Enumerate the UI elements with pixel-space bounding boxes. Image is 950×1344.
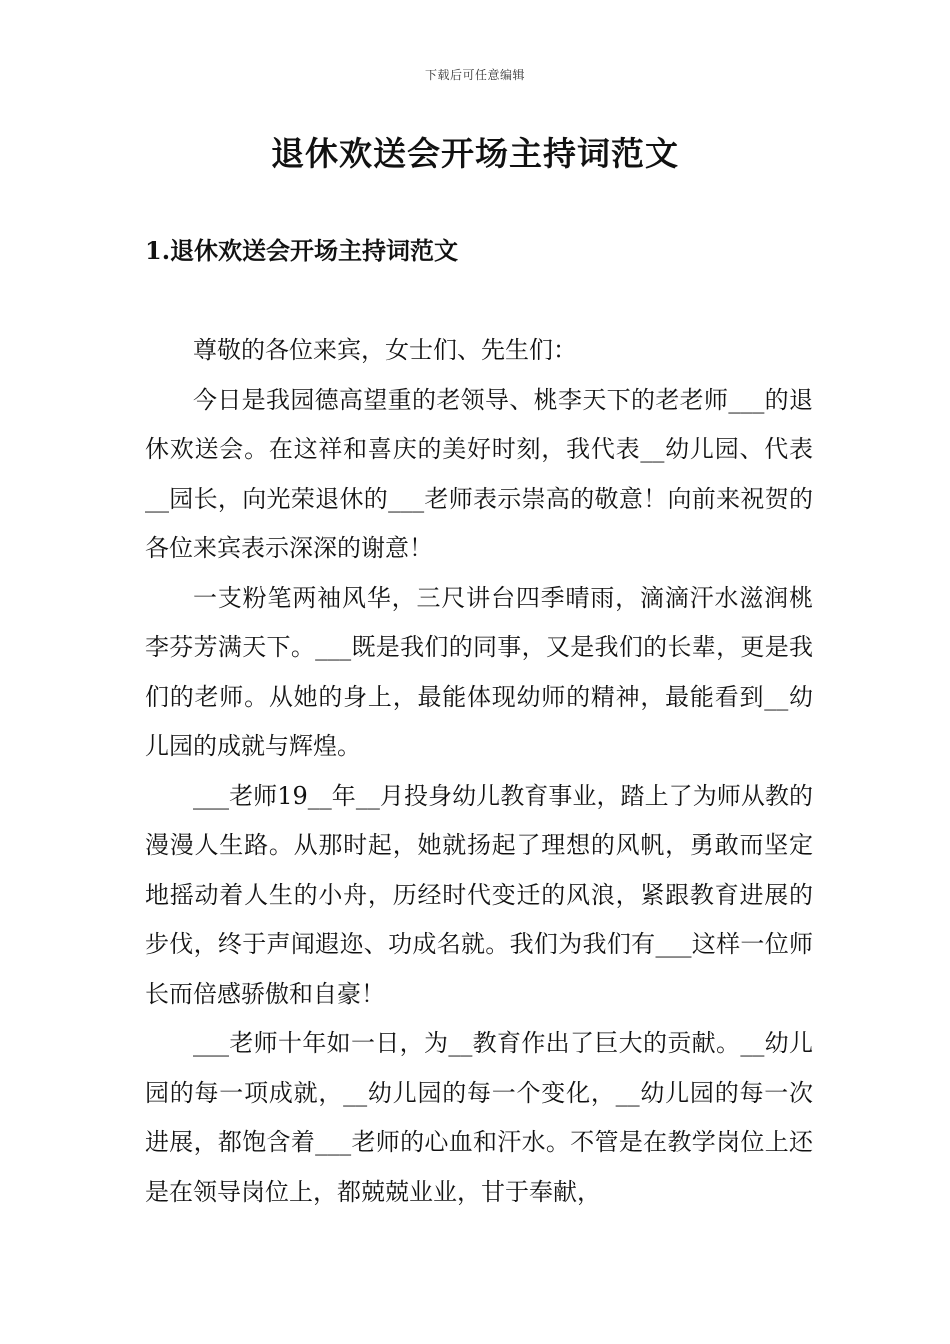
paragraph-tribute: 一支粉笔两袖风华，三尺讲台四季晴雨，滴滴汗水滋润桃李芬芳满天下。___既是我们的同事，又是我们的长辈，更是我们的老师。从她的身上，最能体现幼师的精神，最能看到__幼儿园的成就与辉煌。 [145,583,813,760]
paragraph-contribution: ___老师十年如一日，为__教育作出了巨大的贡献。__幼儿园的每一项成就，__幼儿园的每一个变化，__幼儿园的每一次进展，都饱含着___老师的心血和汗水。不管是在教学岗位上还是在领导岗位上，都兢兢业业，甘于奉献， [145,1029,813,1206]
document-title: 退休欢送会开场主持词范文 [271,134,679,173]
section-heading: 1.退休欢送会开场主持词范文 [145,236,459,265]
document-body [145,326,813,1217]
paragraph-career: ___老师19__年__月投身幼儿教育事业，踏上了为师从教的漫漫人生路。从那时起，她就扬起了理想的风帆，勇敢而坚定地摇动着人生的小舟，历经时代变迁的风浪，紧跟教育进展的步伐，终于声闻遐迩、功成名就。我们为我们有___这样一位师长而倍感骄傲和自豪！ [145,781,813,1008]
paragraph-greeting: 尊敬的各位来宾，女士们、先生们： [193,336,577,364]
paragraph-opening: 今日是我园德高望重的老领导、桃李天下的老老师___的退休欢送会。在这祥和喜庆的美好时刻，我代表__幼儿园、代表__园长，向光荣退休的___老师表示崇高的敬意！向前来祝贺的各位来宾表示深深的谢意！ [145,385,813,562]
header-note: 下载后可任意编辑 [424,68,525,82]
